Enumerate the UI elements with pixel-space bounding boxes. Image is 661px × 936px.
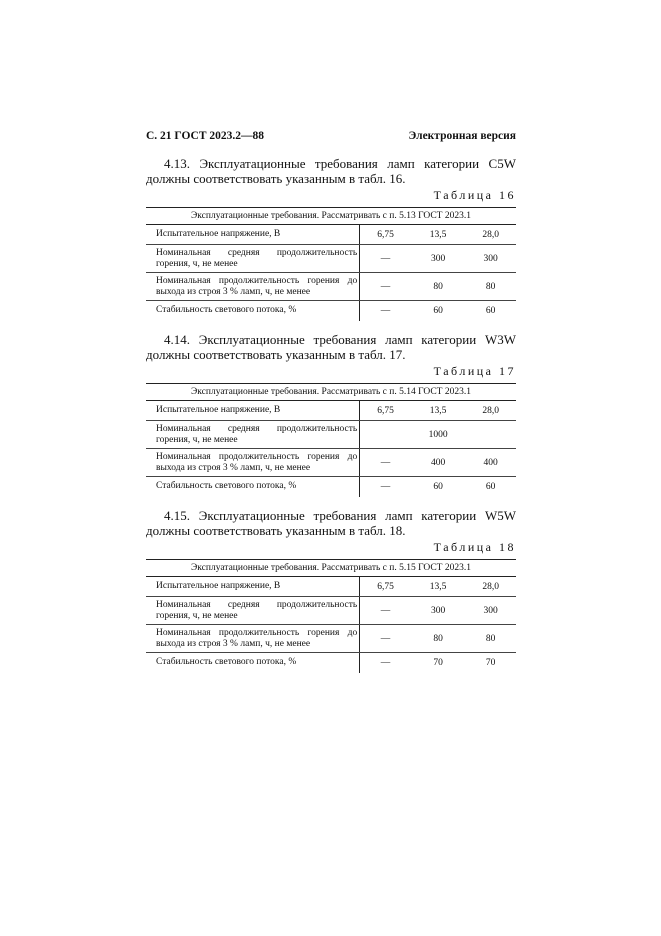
- table-caption: Эксплуатационные требования. Рассматривать с п. 5.14 ГОСТ 2023.1: [146, 384, 516, 401]
- row-label: Испытательное напряжение, В: [146, 401, 360, 421]
- row-label: Стабильность светового потока, %: [146, 477, 360, 497]
- cell-value: 13,5: [411, 225, 465, 245]
- cell-value: —: [360, 597, 411, 625]
- cell-value: 60: [433, 481, 443, 492]
- cell-value: 60: [485, 305, 496, 316]
- section-paragraph: 4.13. Эксплуатационные требования ламп категории C5W должны соответствовать указанным в табл. 16.: [146, 156, 516, 186]
- section-4-14: [146, 332, 516, 497]
- table-row: [146, 577, 516, 597]
- requirements-table: [146, 207, 516, 321]
- table-row: [146, 597, 516, 625]
- table-row: [146, 301, 516, 321]
- cell-value: 400: [465, 449, 516, 477]
- table-row: [146, 401, 516, 421]
- row-label: Номинальная продолжительность горения до выхода из строя 3 % ламп, ч, не менее: [146, 449, 360, 477]
- cell-value: 80: [465, 625, 516, 653]
- cell-value: 300: [411, 597, 465, 625]
- cell-value-merged: 1000: [360, 421, 516, 449]
- cell-value: 400: [411, 449, 465, 477]
- row-label: Испытательное напряжение, В: [146, 577, 360, 597]
- table-row: [146, 225, 516, 245]
- section-paragraph: 4.14. Эксплуатационные требования ламп категории W3W должны соответствовать указанным в табл. 17.: [146, 332, 516, 362]
- table-row: [146, 625, 516, 653]
- cell-value: 300: [465, 245, 516, 273]
- row-label: Номинальная средняя продолжительность горения, ч, не менее: [146, 245, 360, 273]
- cell-value: 6,75: [360, 577, 411, 597]
- cell-value: —: [360, 245, 411, 273]
- row-label: Стабильность светового потока, %: [146, 653, 360, 673]
- cell-value: 70: [485, 657, 496, 668]
- cell-value: 300: [465, 597, 516, 625]
- cell-value: —: [380, 657, 391, 668]
- requirements-table: [146, 559, 516, 673]
- cell-value: 6,75: [360, 225, 411, 245]
- table-row: [146, 653, 516, 673]
- cell-value: 60: [485, 481, 496, 492]
- section-4-15: [146, 508, 516, 673]
- cell-value: 13,5: [411, 577, 465, 597]
- table-caption: Эксплуатационные требования. Рассматривать с п. 5.13 ГОСТ 2023.1: [146, 208, 516, 225]
- section-paragraph: 4.15. Эксплуатационные требования ламп категории W5W должны соответствовать указанным в табл. 18.: [146, 508, 516, 538]
- cell-value: 28,0: [465, 577, 516, 597]
- cell-value: 28,0: [465, 401, 516, 421]
- row-label: Номинальная продолжительность горения до выхода из строя 3 % ламп, ч, не менее: [146, 625, 360, 653]
- edition-label: Электронная версия: [408, 130, 516, 142]
- table-row: [146, 421, 516, 449]
- cell-value: 60: [433, 305, 443, 316]
- cell-value: —: [360, 625, 411, 653]
- requirements-table: [146, 383, 516, 497]
- table-row: [146, 245, 516, 273]
- table-row: [146, 449, 516, 477]
- cell-value: 70: [433, 657, 443, 668]
- table-title: Таблица 16: [433, 188, 516, 202]
- row-label: Номинальная средняя продолжительность горения, ч, не менее: [146, 421, 360, 449]
- table-title: Таблица 17: [433, 364, 516, 378]
- page-header: [146, 130, 516, 148]
- cell-value: 300: [411, 245, 465, 273]
- cell-value: —: [360, 449, 411, 477]
- table-caption: Эксплуатационные требования. Рассматривать с п. 5.15 ГОСТ 2023.1: [146, 560, 516, 577]
- cell-value: 13,5: [411, 401, 465, 421]
- cell-value: —: [360, 273, 411, 301]
- row-label: Стабильность светового потока, %: [146, 301, 360, 321]
- table-row: [146, 273, 516, 301]
- row-label: Испытательное напряжение, В: [146, 225, 360, 245]
- cell-value: 28,0: [465, 225, 516, 245]
- page-number-standard: С. 21 ГОСТ 2023.2—88: [146, 130, 265, 142]
- cell-value: 80: [411, 273, 465, 301]
- table-row: [146, 477, 516, 497]
- section-4-13: [146, 156, 516, 321]
- row-label: Номинальная средняя продолжительность горения, ч, не менее: [146, 597, 360, 625]
- cell-value: 6,75: [360, 401, 411, 421]
- row-label: Номинальная продолжительность горения до выхода из строя 3 % ламп, ч, не менее: [146, 273, 360, 301]
- cell-value: 80: [465, 273, 516, 301]
- cell-value: 80: [411, 625, 465, 653]
- cell-value: —: [380, 305, 391, 316]
- table-title: Таблица 18: [433, 540, 516, 554]
- cell-value: —: [380, 481, 391, 492]
